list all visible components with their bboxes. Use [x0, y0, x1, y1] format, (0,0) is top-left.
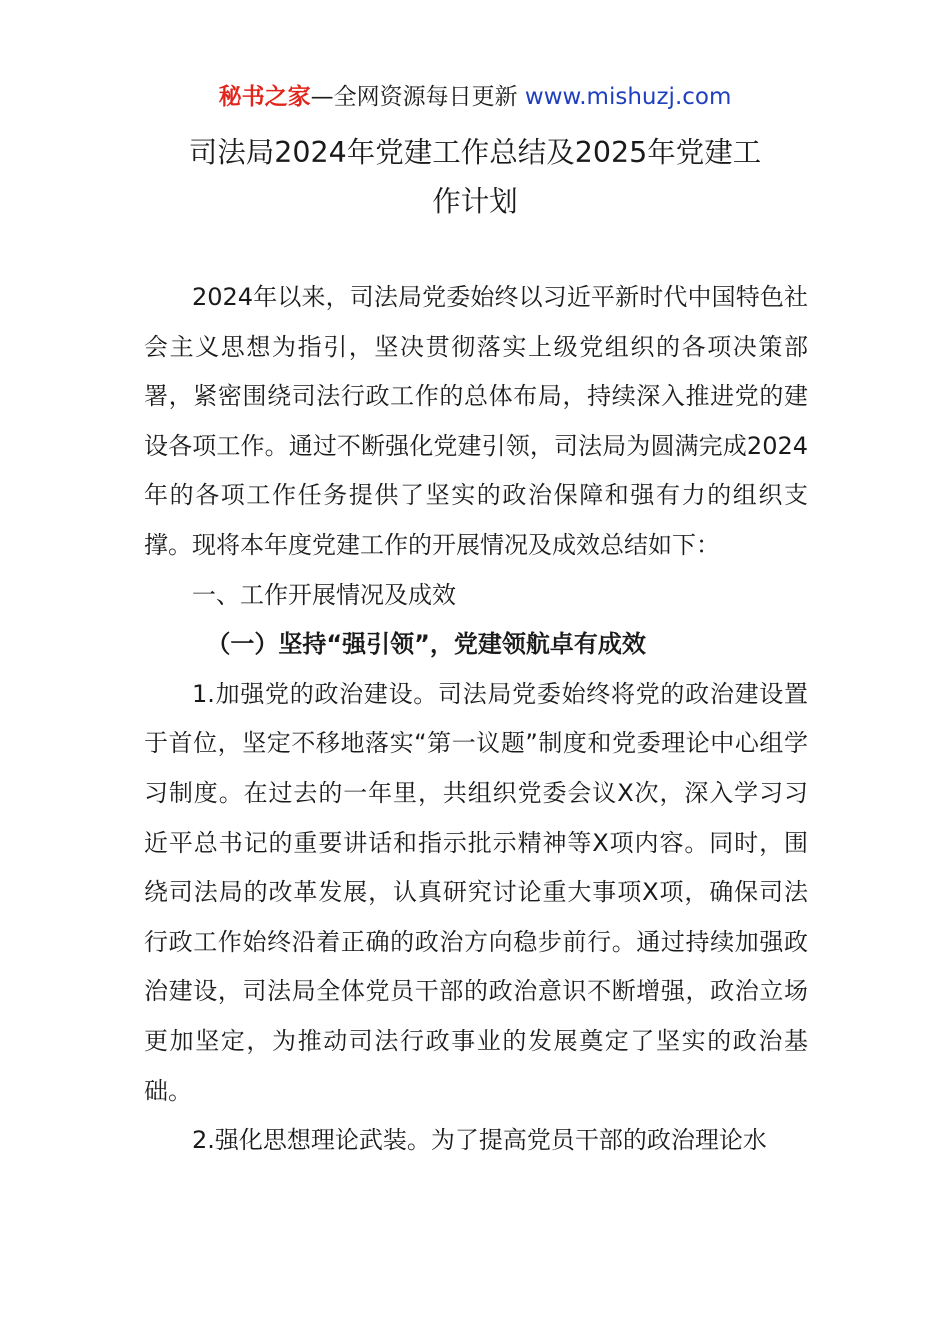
- document-title: [120, 128, 830, 226]
- site-header: [0, 80, 950, 114]
- intro-paragraph: 2024年以来，司法局党委始终以习近平新时代中国特色社会主义思想为指引，坚决贯彻落实上级党组织的各项决策部署，紧密围绕司法行政工作的总体布局，持续深入推进党的建设各项工作。通过不断强化党建引领，司法局为圆满完成2024年的各项工作任务提供了坚实的政治保障和强有力的组织支撑。现将本年度党建工作的开展情况及成效总结如下：: [144, 283, 808, 559]
- section-heading: 一、工作开展情况及成效: [192, 580, 456, 609]
- header-tagline: —全网资源每日更新: [310, 84, 525, 110]
- site-url[interactable]: www.mishuzj.com: [524, 84, 732, 110]
- item-paragraph-1: 1.加强党的政治建设。司法局党委始终将党的政治建设置于首位，坚定不移地落实“第一议题”制度和党委理论中心组学习制度。在过去的一年里，共组织党委会议X次，深入学习习近平总书记的重要讲话和指示批示精神等X项内容。同时，围绕司法局的改革发展，认真研究讨论重大事项X项，确保司法行政工作始终沿着正确的政治方向稳步前行。通过持续加强政治建设，司法局全体党员干部的政治意识不断增强，政治立场更加坚定，为推动司法行政事业的发展奠定了坚实的政治基础。: [144, 679, 808, 1105]
- item-paragraph-2: 2.强化思想理论武装。为了提高党员干部的政治理论水: [192, 1126, 767, 1155]
- brand-name: 秘书之家: [218, 84, 311, 110]
- title-line-2: 作计划: [432, 185, 518, 218]
- title-line-1: 司法局2024年党建工作总结及2025年党建工: [188, 136, 762, 169]
- document-body: [144, 273, 808, 1166]
- subsection-heading: （一）坚持“强引领”，党建领航卓有成效: [206, 630, 646, 659]
